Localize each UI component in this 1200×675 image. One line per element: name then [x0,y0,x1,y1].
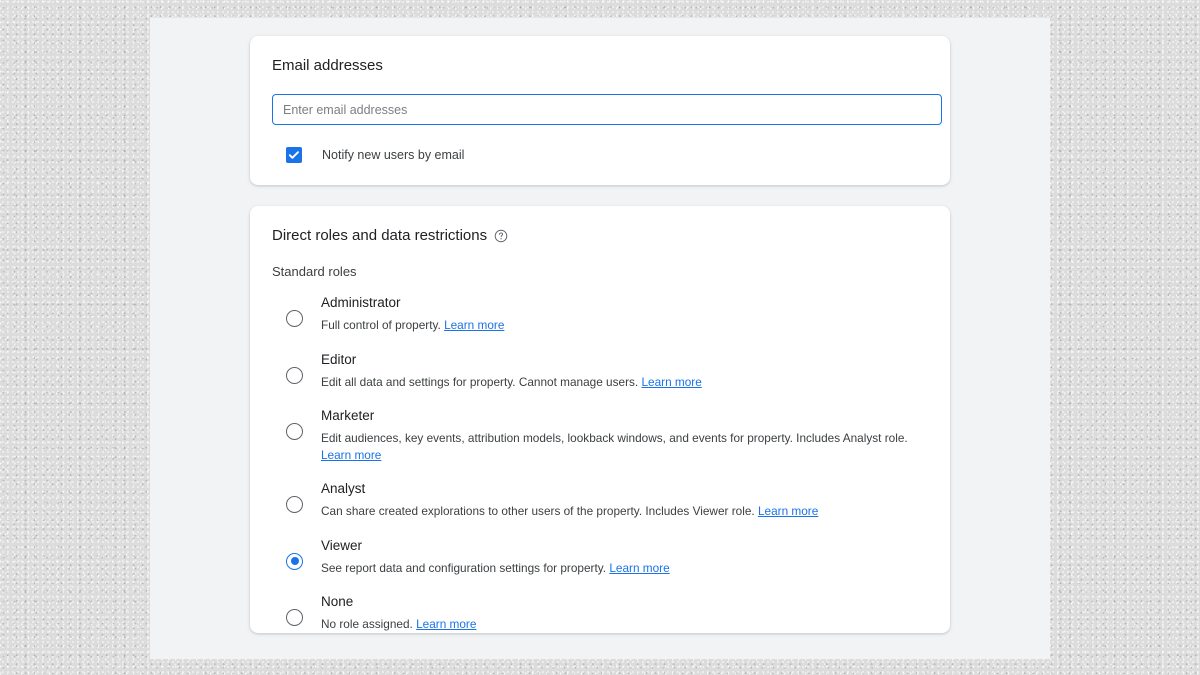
role-name: Editor [321,351,357,367]
role-description [321,374,702,391]
checkmark-icon[interactable] [286,147,302,163]
role-option-none[interactable] [272,592,928,633]
learn-more-link[interactable]: Learn more [641,374,702,389]
role-name: Marketer [321,408,375,423]
role-name: Viewer [321,537,363,553]
role-description [321,503,818,520]
email-addresses-input[interactable] [272,94,942,125]
radio-icon-administrator[interactable] [286,310,303,327]
learn-more-link[interactable]: Learn more [321,447,382,462]
direct-roles-title-text: Direct roles and data restrictions [272,227,488,244]
radio-icon-editor[interactable] [286,367,303,384]
role-description [321,317,504,334]
learn-more-link[interactable]: Learn more [416,617,477,631]
radio-icon-none[interactable] [286,609,303,626]
standard-roles-label: Standard roles [272,264,357,279]
role-option-editor[interactable] [272,350,928,391]
role-description-text: No role assigned. [321,617,413,631]
role-name: Analyst [321,481,366,496]
notify-new-users-label: Notify new users by email [322,148,465,162]
role-description [321,560,670,577]
role-description-text: Edit all data and settings for property. Cannot manage users. [321,374,639,389]
radio-icon-analyst[interactable] [286,496,303,513]
role-description-text: Can share created explorations to other users of the property. Includes Viewer role. [321,504,755,518]
radio-icon-viewer[interactable] [286,553,303,570]
help-circle-icon[interactable] [494,229,508,243]
direct-roles-card [250,206,950,633]
role-option-marketer[interactable] [272,406,928,463]
role-description [321,430,928,463]
role-option-administrator[interactable] [272,293,928,334]
learn-more-link[interactable]: Learn more [609,560,670,575]
email-addresses-card [250,36,950,185]
learn-more-link[interactable]: Learn more [444,318,505,332]
role-name: Administrator [321,295,401,310]
standard-roles-radio-group [272,293,928,633]
role-option-viewer[interactable] [272,536,928,577]
role-option-analyst[interactable] [272,479,928,520]
learn-more-link[interactable]: Learn more [757,504,819,518]
app-window [150,17,1050,659]
email-addresses-title: Email addresses [272,57,383,74]
content-column [250,18,950,633]
role-description [321,616,476,633]
role-name: None [321,594,354,609]
role-description-text: Edit audiences, key events, attribution models, lookback windows, and events for property. Includes Analyst role. [321,431,908,445]
direct-roles-title [272,226,928,246]
radio-icon-marketer[interactable] [286,423,303,440]
notify-new-users-row[interactable] [272,147,928,163]
role-description-text: See report data and configuration settings for property. [321,560,607,575]
role-description-text: Full control of property. [321,318,441,332]
